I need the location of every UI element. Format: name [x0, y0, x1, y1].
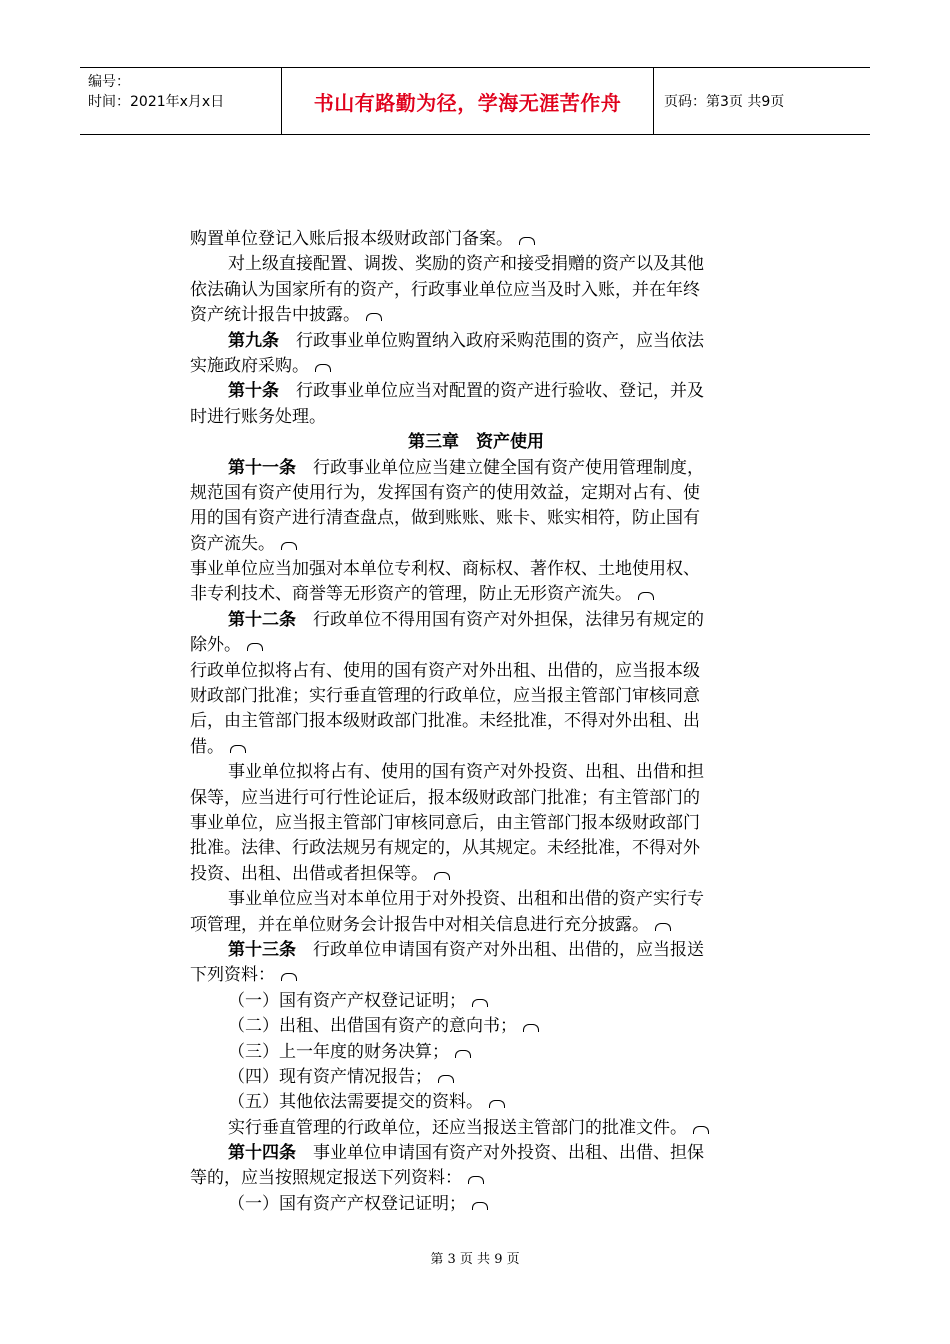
text-line — [190, 887, 762, 912]
document-body — [190, 227, 762, 1217]
line-text: 投资、出租、出借或者担保等。 — [190, 863, 428, 884]
text-line — [190, 1116, 762, 1141]
text-line — [190, 963, 762, 988]
text-line — [190, 278, 762, 303]
chapter-heading: 第三章 资产使用 — [408, 432, 544, 453]
header-motto-cell — [282, 68, 654, 134]
line-text: （一）国有资产产权登记证明； — [228, 990, 466, 1011]
text-line — [190, 938, 762, 963]
paragraph-end-mark-icon — [519, 237, 535, 245]
line-text: 非专利技术、商誉等无形资产的管理，防止无形资产流失。 — [190, 584, 632, 605]
paragraph-end-mark-icon — [230, 745, 246, 753]
line-text: 等的，应当按照规定报送下列资料： — [190, 1168, 462, 1189]
line-text: 批准。法律、行政法规另有规定的，从其规定。未经批准，不得对外 — [190, 838, 700, 859]
line-text: 借。 — [190, 736, 224, 757]
line-text: 依法确认为国家所有的资产，行政事业单位应当及时入账，并在年终 — [190, 279, 700, 300]
text-line — [190, 506, 762, 531]
paragraph-end-mark-icon — [638, 592, 654, 600]
line-text: （二）出租、出借国有资产的意向书； — [228, 1016, 517, 1037]
line-text: （五）其他依法需要提交的资料。 — [228, 1092, 483, 1113]
paragraph-end-mark-icon — [693, 1126, 709, 1134]
paragraph-end-mark-icon — [472, 999, 488, 1007]
text-line — [190, 1014, 762, 1039]
paragraph-end-mark-icon — [468, 1176, 484, 1184]
paragraph-end-mark-icon — [655, 923, 671, 931]
paragraph-end-mark-icon — [366, 313, 382, 321]
line-text: （三）上一年度的财务决算； — [228, 1041, 449, 1062]
article-number: 第十三条 — [228, 939, 296, 960]
article-number: 第九条 — [228, 330, 279, 351]
paragraph-end-mark-icon — [489, 1100, 505, 1108]
text-line — [190, 989, 762, 1014]
text-line — [190, 913, 762, 938]
text-line — [190, 532, 762, 557]
line-text: （一）国有资产产权登记证明； — [228, 1193, 466, 1214]
text-line — [190, 1192, 762, 1217]
paragraph-end-mark-icon — [523, 1024, 539, 1032]
text-line — [190, 735, 762, 760]
line-text: 规范国有资产使用行为，发挥国有资产的使用效益，定期对占有、使 — [190, 482, 700, 503]
paragraph-end-mark-icon — [315, 364, 331, 372]
line-text: 行政单位不得用国有资产对外担保，法律另有规定的 — [296, 609, 704, 630]
text-line — [190, 1090, 762, 1115]
text-line — [190, 354, 762, 379]
line-text: 事业单位应当对本单位用于对外投资、出租和出借的资产实行专 — [228, 889, 704, 910]
line-text: 用的国有资产进行清查盘点，做到账账、账卡、账实相符，防止国有 — [190, 508, 700, 529]
text-line — [190, 659, 762, 684]
line-text: 资产统计报告中披露。 — [190, 305, 360, 326]
line-text: 行政事业单位应当对配置的资产进行验收、登记，并及 — [279, 381, 704, 402]
line-text: 事业单位，应当报主管部门审核同意后，由主管部门报本级财政部门 — [190, 812, 700, 833]
line-text: 实施政府采购。 — [190, 355, 309, 376]
paragraph-end-mark-icon — [438, 1075, 454, 1083]
text-line — [190, 862, 762, 887]
header-page-cell — [654, 68, 870, 134]
text-line — [190, 405, 762, 430]
line-text: 保等，应当进行可行性论证后，报本级财政部门批准；有主管部门的 — [190, 787, 700, 808]
text-line — [190, 227, 762, 252]
text-line — [190, 557, 762, 582]
article-number: 第十条 — [228, 381, 279, 402]
text-line — [190, 379, 762, 404]
line-text: 下列资料： — [190, 965, 275, 986]
document-number-label: 编号： — [88, 74, 130, 90]
line-text: 项管理，并在单位财务会计报告中对相关信息进行充分披露。 — [190, 914, 649, 935]
text-line — [190, 1166, 762, 1191]
text-line — [190, 709, 762, 734]
line-text: 后，由主管部门报本级财政部门批准。未经批准，不得对外出租、出 — [190, 711, 700, 732]
header-page-number: 页码：第3页 共9页 — [664, 94, 785, 110]
line-text: 行政事业单位应当建立健全国有资产使用管理制度， — [296, 457, 704, 478]
line-text: 除外。 — [190, 635, 241, 656]
document-time-label: 时间：2021年x月x日 — [88, 94, 225, 110]
text-line — [190, 608, 762, 633]
text-line — [190, 760, 762, 785]
text-line — [190, 811, 762, 836]
text-line — [190, 633, 762, 658]
article-number: 第十一条 — [228, 457, 296, 478]
paragraph-end-mark-icon — [247, 643, 263, 651]
text-line — [190, 329, 762, 354]
text-line — [190, 582, 762, 607]
paragraph-end-mark-icon — [472, 1202, 488, 1210]
line-text: 行政单位申请国有资产对外出租、出借的，应当报送 — [296, 939, 704, 960]
text-line — [190, 836, 762, 861]
paragraph-end-mark-icon — [455, 1050, 471, 1058]
line-text: 时进行账务处理。 — [190, 406, 326, 427]
header-motto: 书山有路勤为径，学海无涯苦作舟 — [313, 90, 622, 115]
text-line — [190, 1141, 762, 1166]
paragraph-end-mark-icon — [434, 872, 450, 880]
text-line — [190, 684, 762, 709]
line-text: 购置单位登记入账后报本级财政部门备案。 — [190, 229, 513, 249]
text-line — [190, 1065, 762, 1090]
line-text: 财政部门批准；实行垂直管理的行政单位，应当报主管部门审核同意 — [190, 686, 700, 707]
line-text: 资产流失。 — [190, 533, 275, 554]
text-line — [190, 786, 762, 811]
paragraph-end-mark-icon — [281, 973, 297, 981]
line-text: 对上级直接配置、调拨、奖励的资产和接受捐赠的资产以及其他 — [228, 254, 704, 275]
page-footer: 第 3 页 共 9 页 — [430, 1252, 520, 1267]
header-table — [80, 67, 870, 135]
paragraph-end-mark-icon — [281, 542, 297, 550]
text-line — [190, 481, 762, 506]
line-text: 事业单位拟将占有、使用的国有资产对外投资、出租、出借和担 — [228, 762, 704, 783]
header-left-cell — [80, 68, 282, 134]
article-number: 第十四条 — [228, 1143, 296, 1164]
text-line — [190, 1040, 762, 1065]
line-text: 行政单位拟将占有、使用的国有资产对外出租、出借的，应当报本级 — [190, 660, 700, 681]
text-line — [190, 252, 762, 277]
article-number: 第十二条 — [228, 609, 296, 630]
line-text: 事业单位申请国有资产对外投资、出租、出借、担保 — [296, 1143, 704, 1164]
line-text: 实行垂直管理的行政单位，还应当报送主管部门的批准文件。 — [228, 1117, 687, 1138]
line-text: 行政事业单位购置纳入政府采购范围的资产，应当依法 — [279, 330, 704, 351]
line-text: （四）现有资产情况报告； — [228, 1066, 432, 1087]
text-line — [190, 303, 762, 328]
line-text: 事业单位应当加强对本单位专利权、商标权、著作权、土地使用权、 — [190, 559, 700, 580]
text-line — [190, 456, 762, 481]
